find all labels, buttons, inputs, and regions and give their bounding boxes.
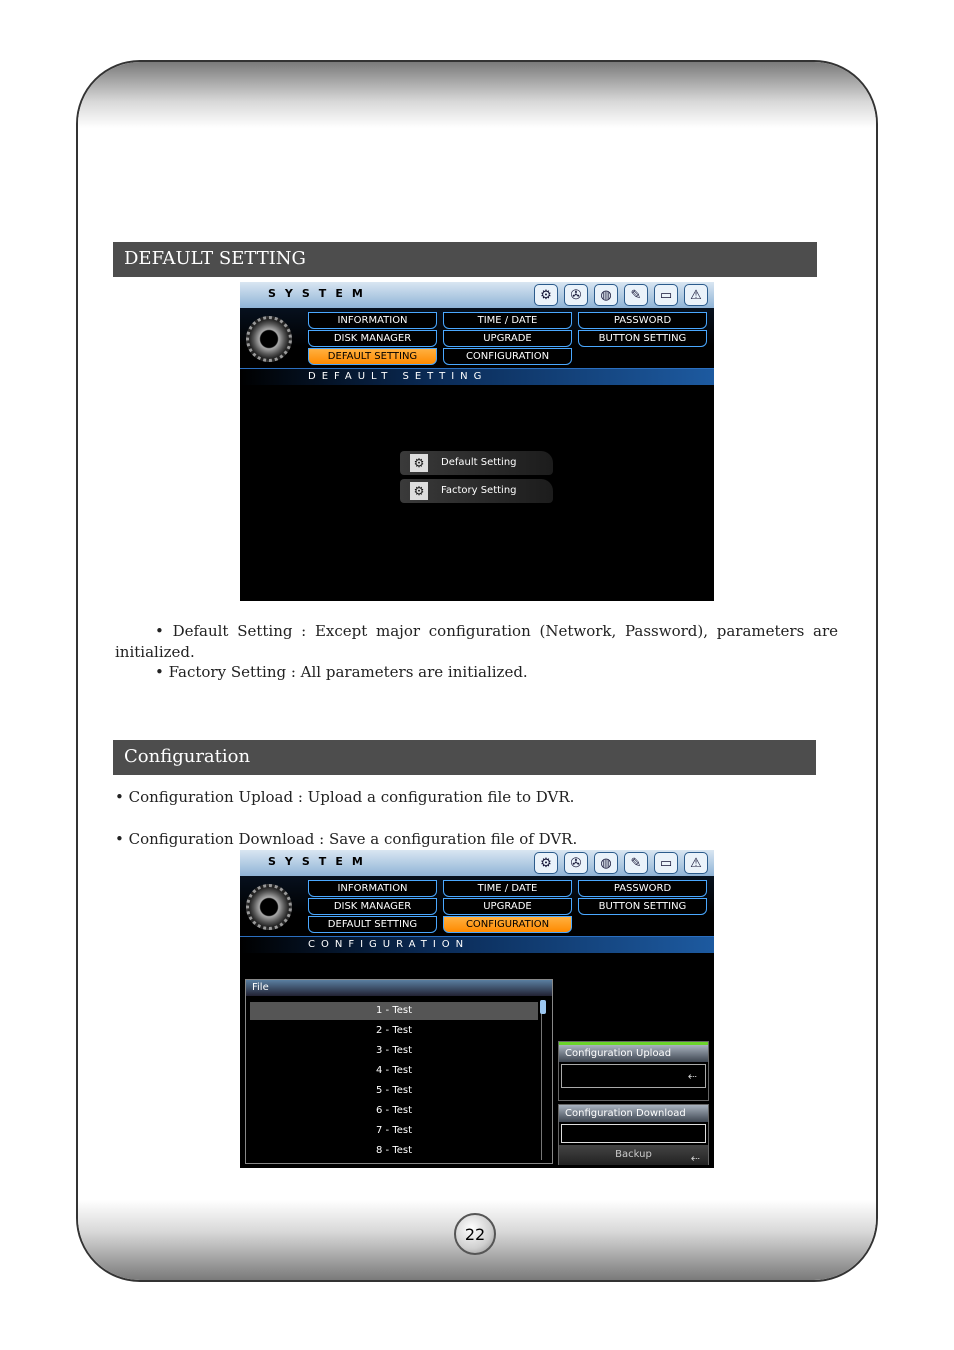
- alarm-icon[interactable]: ⚠: [684, 852, 708, 874]
- film-reel-icon[interactable]: ✇: [564, 852, 588, 874]
- default-setting-button[interactable]: [400, 451, 553, 475]
- file-list-item[interactable]: 6 - Test: [375, 1105, 413, 1116]
- menu-information[interactable]: INFORMATION: [308, 312, 437, 329]
- default-setting-label: Default Setting: [441, 457, 517, 468]
- menu-button-setting[interactable]: BUTTON SETTING: [578, 898, 707, 915]
- system-label: SYSTEM: [268, 855, 372, 868]
- paragraph-default-setting: • Default Setting : Except major configuration (Network, Password), parameters are: [155, 622, 838, 640]
- menu-configuration[interactable]: CONFIGURATION: [443, 916, 572, 933]
- menu-disk-manager[interactable]: DISK MANAGER: [308, 330, 437, 347]
- config-download-header: Configuration Download: [559, 1105, 708, 1122]
- file-list-item[interactable]: 3 - Test: [375, 1045, 413, 1056]
- screen-title: DEFAULT SETTING: [308, 371, 488, 382]
- file-list-item[interactable]: 5 - Test: [375, 1085, 413, 1096]
- system-title-bar: [240, 850, 714, 876]
- film-reel-icon[interactable]: ✇: [564, 284, 588, 306]
- section-bar-default-setting: DEFAULT SETTING: [113, 242, 817, 277]
- file-list-panel: [245, 979, 553, 1164]
- pen-icon[interactable]: ✎: [624, 284, 648, 306]
- gear-icon: ⚙: [410, 454, 428, 472]
- system-gear-icon: [246, 316, 292, 362]
- gear-icon: ⚙: [410, 482, 428, 500]
- gear-icon[interactable]: ⚙: [534, 284, 558, 306]
- backup-button[interactable]: [559, 1145, 708, 1165]
- paragraph-config-download: • Configuration Download : Save a configuration file of DVR.: [115, 830, 578, 848]
- dvr-screenshot-default-setting: [240, 282, 714, 601]
- menu-configuration[interactable]: CONFIGURATION: [443, 348, 572, 365]
- screen-title: CONFIGURATION: [308, 939, 470, 950]
- menu-disk-manager[interactable]: DISK MANAGER: [308, 898, 437, 915]
- menu-upgrade[interactable]: UPGRADE: [443, 898, 572, 915]
- menu-time-date[interactable]: TIME / DATE: [443, 312, 572, 329]
- alarm-icon[interactable]: ⚠: [684, 284, 708, 306]
- config-upload-field[interactable]: [561, 1064, 706, 1088]
- config-upload-panel: [558, 1041, 709, 1101]
- file-list-scrollbar[interactable]: [541, 1000, 548, 1160]
- file-list-header: File: [246, 980, 552, 996]
- file-list-item[interactable]: 4 - Test: [375, 1065, 413, 1076]
- menu-password[interactable]: PASSWORD: [578, 312, 707, 329]
- backup-label: Backup: [615, 1149, 652, 1160]
- page-number: 22: [454, 1213, 496, 1255]
- monitor-icon[interactable]: ▭: [654, 852, 678, 874]
- globe-icon[interactable]: ◍: [594, 852, 618, 874]
- toolbar-icons: [534, 852, 708, 874]
- paragraph-config-upload: • Configuration Upload : Upload a configuration file to DVR.: [115, 788, 575, 806]
- menu-default-setting[interactable]: DEFAULT SETTING: [308, 348, 437, 365]
- factory-setting-label: Factory Setting: [441, 485, 517, 496]
- frame-top-band: [78, 62, 876, 128]
- file-list-item[interactable]: 1 - Test: [250, 1002, 538, 1020]
- monitor-icon[interactable]: ▭: [654, 284, 678, 306]
- factory-setting-button[interactable]: [400, 479, 553, 503]
- globe-icon[interactable]: ◍: [594, 284, 618, 306]
- enter-arrow-icon[interactable]: ⇠: [687, 1070, 697, 1083]
- paragraph-factory-setting: • Factory Setting : All parameters are initialized.: [155, 663, 528, 681]
- file-list-item[interactable]: 2 - Test: [375, 1025, 413, 1036]
- file-list-item[interactable]: 8 - Test: [375, 1145, 413, 1156]
- scrollbar-thumb[interactable]: [540, 1000, 546, 1014]
- config-upload-header: Configuration Upload: [559, 1042, 708, 1062]
- config-download-field[interactable]: [561, 1124, 706, 1143]
- pen-icon[interactable]: ✎: [624, 852, 648, 874]
- toolbar-icons: [534, 284, 708, 306]
- gear-icon[interactable]: ⚙: [534, 852, 558, 874]
- system-label: SYSTEM: [268, 287, 372, 300]
- menu-default-setting[interactable]: DEFAULT SETTING: [308, 916, 437, 933]
- system-gear-icon: [246, 884, 292, 930]
- menu-information[interactable]: INFORMATION: [308, 880, 437, 897]
- menu-password[interactable]: PASSWORD: [578, 880, 707, 897]
- section-bar-configuration: Configuration: [113, 740, 816, 775]
- file-list-item[interactable]: 7 - Test: [375, 1125, 413, 1136]
- enter-arrow-icon: ⇠: [690, 1152, 700, 1165]
- menu-time-date[interactable]: TIME / DATE: [443, 880, 572, 897]
- menu-button-setting[interactable]: BUTTON SETTING: [578, 330, 707, 347]
- config-download-panel: [558, 1104, 709, 1165]
- system-title-bar: [240, 282, 714, 308]
- menu-upgrade[interactable]: UPGRADE: [443, 330, 572, 347]
- paragraph-default-setting-cont: initialized.: [115, 643, 195, 661]
- dvr-screenshot-configuration: [240, 850, 714, 1168]
